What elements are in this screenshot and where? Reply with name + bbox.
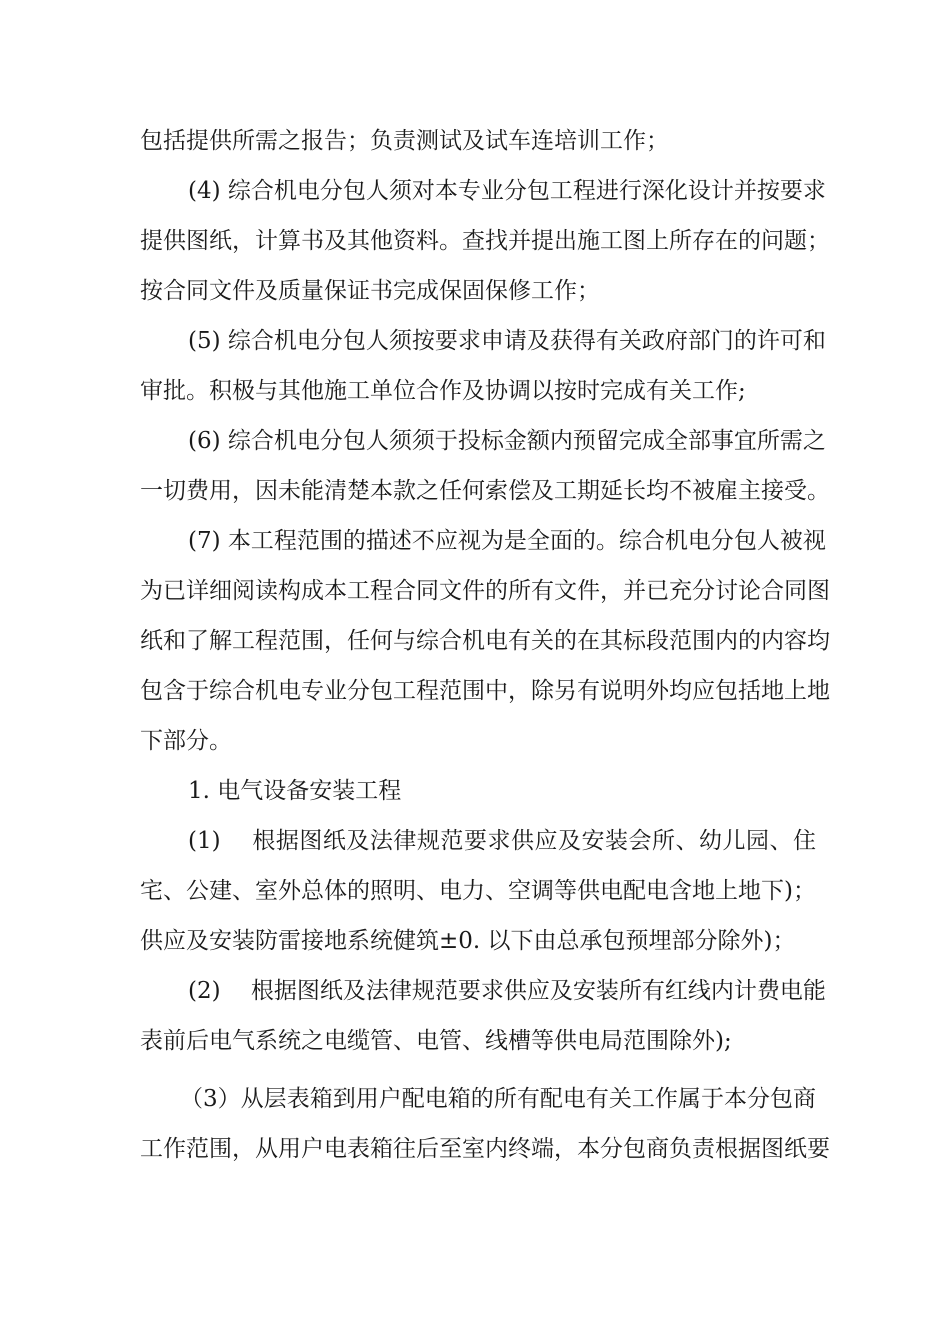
- text-line: 宅、公建、室外总体的照明、电力、空调等供电配电含地上地下)；: [140, 878, 816, 904]
- text-line: 一切费用，因未能清楚本款之任何索偿及工期延长均不被雇主接受。: [140, 478, 830, 504]
- text-line: (1) 根据图纸及法律规范要求供应及安装会所、幼儿园、住: [188, 828, 816, 854]
- text-line: (5) 综合机电分包人须按要求申请及获得有关政府部门的许可和: [188, 328, 826, 354]
- text-line: 纸和了解工程范围，任何与综合机电有关的在其标段范围内的内容均: [140, 628, 830, 654]
- section-heading: 1. 电气设备安装工程: [188, 778, 402, 804]
- text-line: （3）从层表箱到用户配电箱的所有配电有关工作属于本分包商: [180, 1086, 816, 1112]
- text-line: 下部分。: [140, 728, 232, 754]
- text-line: 供应及安装防雷接地系统健筑±0. 以下由总承包预埋部分除外)；: [140, 928, 796, 954]
- text-line: 按合同文件及质量保证书完成保固保修工作；: [140, 278, 600, 304]
- text-line: 包含于综合机电专业分包工程范围中，除另有说明外均应包括地上地: [140, 678, 830, 704]
- text-line: 表前后电气系统之电缆管、电管、线槽等供电局范围除外);: [140, 1028, 732, 1054]
- text-line: (6) 综合机电分包人须须于投标金额内预留完成全部事宜所需之: [188, 428, 826, 454]
- text-line: (2) 根据图纸及法律规范要求供应及安装所有红线内计费电能: [188, 978, 826, 1004]
- text-line: (4) 综合机电分包人须对本专业分包工程进行深化设计并按要求: [188, 178, 826, 204]
- text-line: 为已详细阅读构成本工程合同文件的所有文件，并已充分讨论合同图: [140, 578, 830, 604]
- text-line: (7) 本工程范围的描述不应视为是全面的。综合机电分包人被视: [188, 528, 826, 554]
- text-line: 包括提供所需之报告；负责测试及试车连培训工作；: [140, 128, 669, 154]
- text-line: 工作范围，从用户电表箱往后至室内终端，本分包商负责根据图纸要: [140, 1136, 830, 1162]
- text-line: 审批。积极与其他施工单位合作及协调以按时完成有关工作;: [140, 378, 746, 404]
- text-line: 提供图纸，计算书及其他资料。查找并提出施工图上所存在的问题；: [140, 228, 830, 254]
